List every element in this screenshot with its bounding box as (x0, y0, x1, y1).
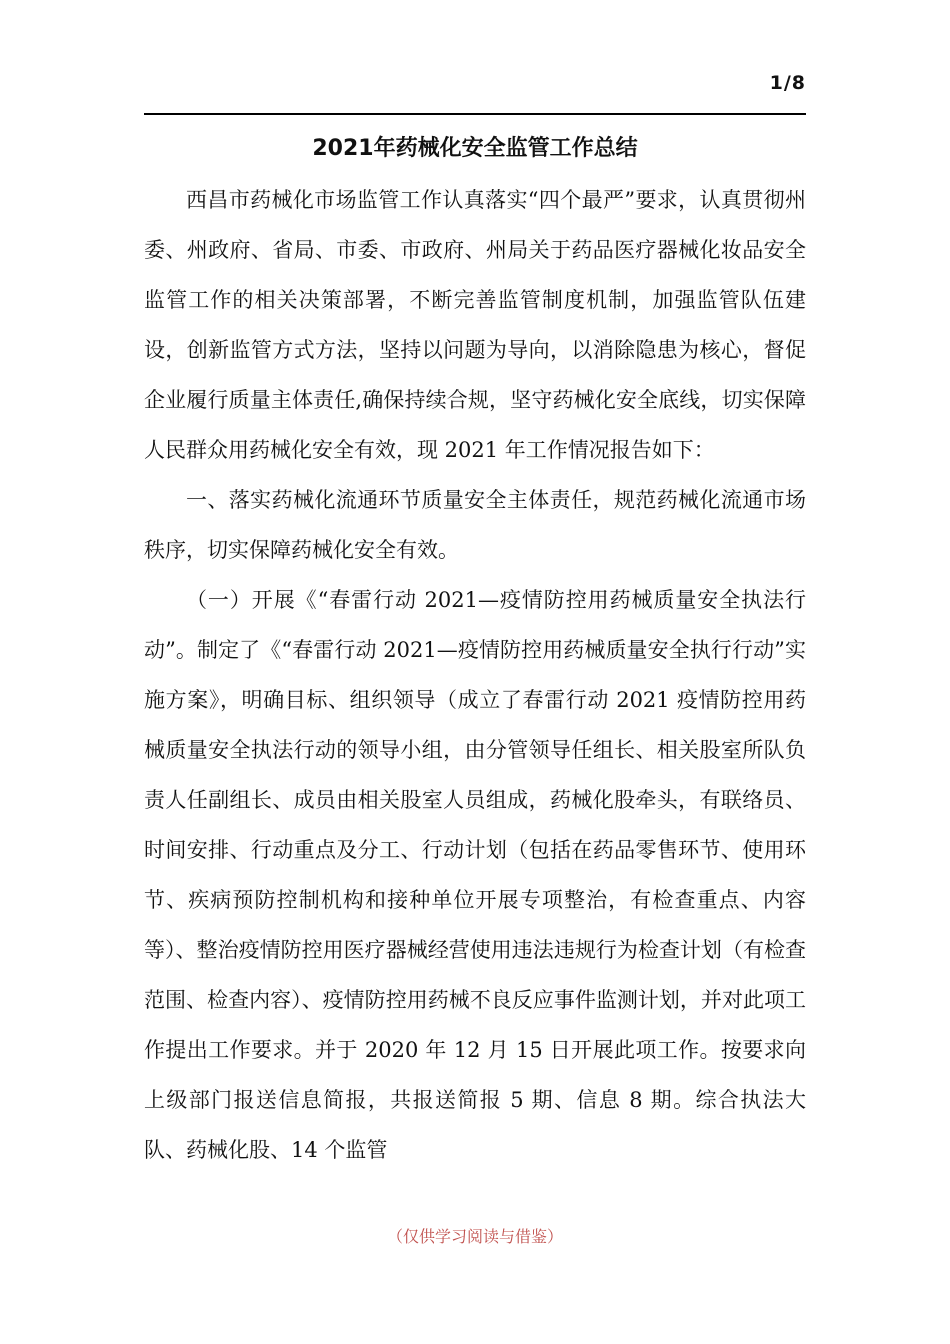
header-rule (144, 113, 806, 115)
document-body (144, 175, 806, 1175)
paragraph-subsection-one: （一）开展《“春雷行动 2021—疫情防控用药械质量安全执法行动”。制定了《“春雷行动 2021—疫情防控用药械质量安全执行行动”实施方案》，明确目标、组织领导（成立了春雷行动 2021 疫情防控用药械质量安全执法行动的领导小组，由分管领导任组长、相关股室所队负责人任副组长、成员由相关股室人员组成，药械化股牵头，有联络员、时间安排、行动重点及分工、行动计划（包括在药品零售环节、使用环节、疾病预防控制机构和接种单位开展专项整治，有检查重点、内容等）、整治疫情防控用医疗器械经营使用违法违规行为检查计划（有检查范围、检查内容）、疫情防控用药械不良反应事件监测计划，并对此项工作提出工作要求。并于 2020 年 12 月 15 日开展此项工作。按要求向上级部门报送信息简报，共报送简报 5 期、信息 8 期。综合执法大队、药械化股、14 个监管 (144, 588, 806, 1162)
paragraph-intro: 西昌市药械化市场监管工作认真落实“四个最严”要求，认真贯彻州委、州政府、省局、市委、市政府、州局关于药品医疗器械化妆品安全监管工作的相关决策部署，不断完善监管制度机制，加强监管队伍建设，创新监管方式方法，坚持以问题为导向，以消除隐患为核心，督促企业履行质量主体责任,确保持续合规，坚守药械化安全底线，切实保障人民群众用药械化安全有效，现 2021 年工作情况报告如下： (144, 188, 806, 462)
footer-note: （仅供学习阅读与借鉴） (386, 1227, 563, 1246)
page-number: 1/8 (769, 72, 806, 94)
paragraph-section-one: 一、落实药械化流通环节质量安全主体责任，规范药械化流通市场秩序，切实保障药械化安全有效。 (144, 488, 806, 562)
document-title: 2021年药械化安全监管工作总结 (312, 136, 638, 161)
